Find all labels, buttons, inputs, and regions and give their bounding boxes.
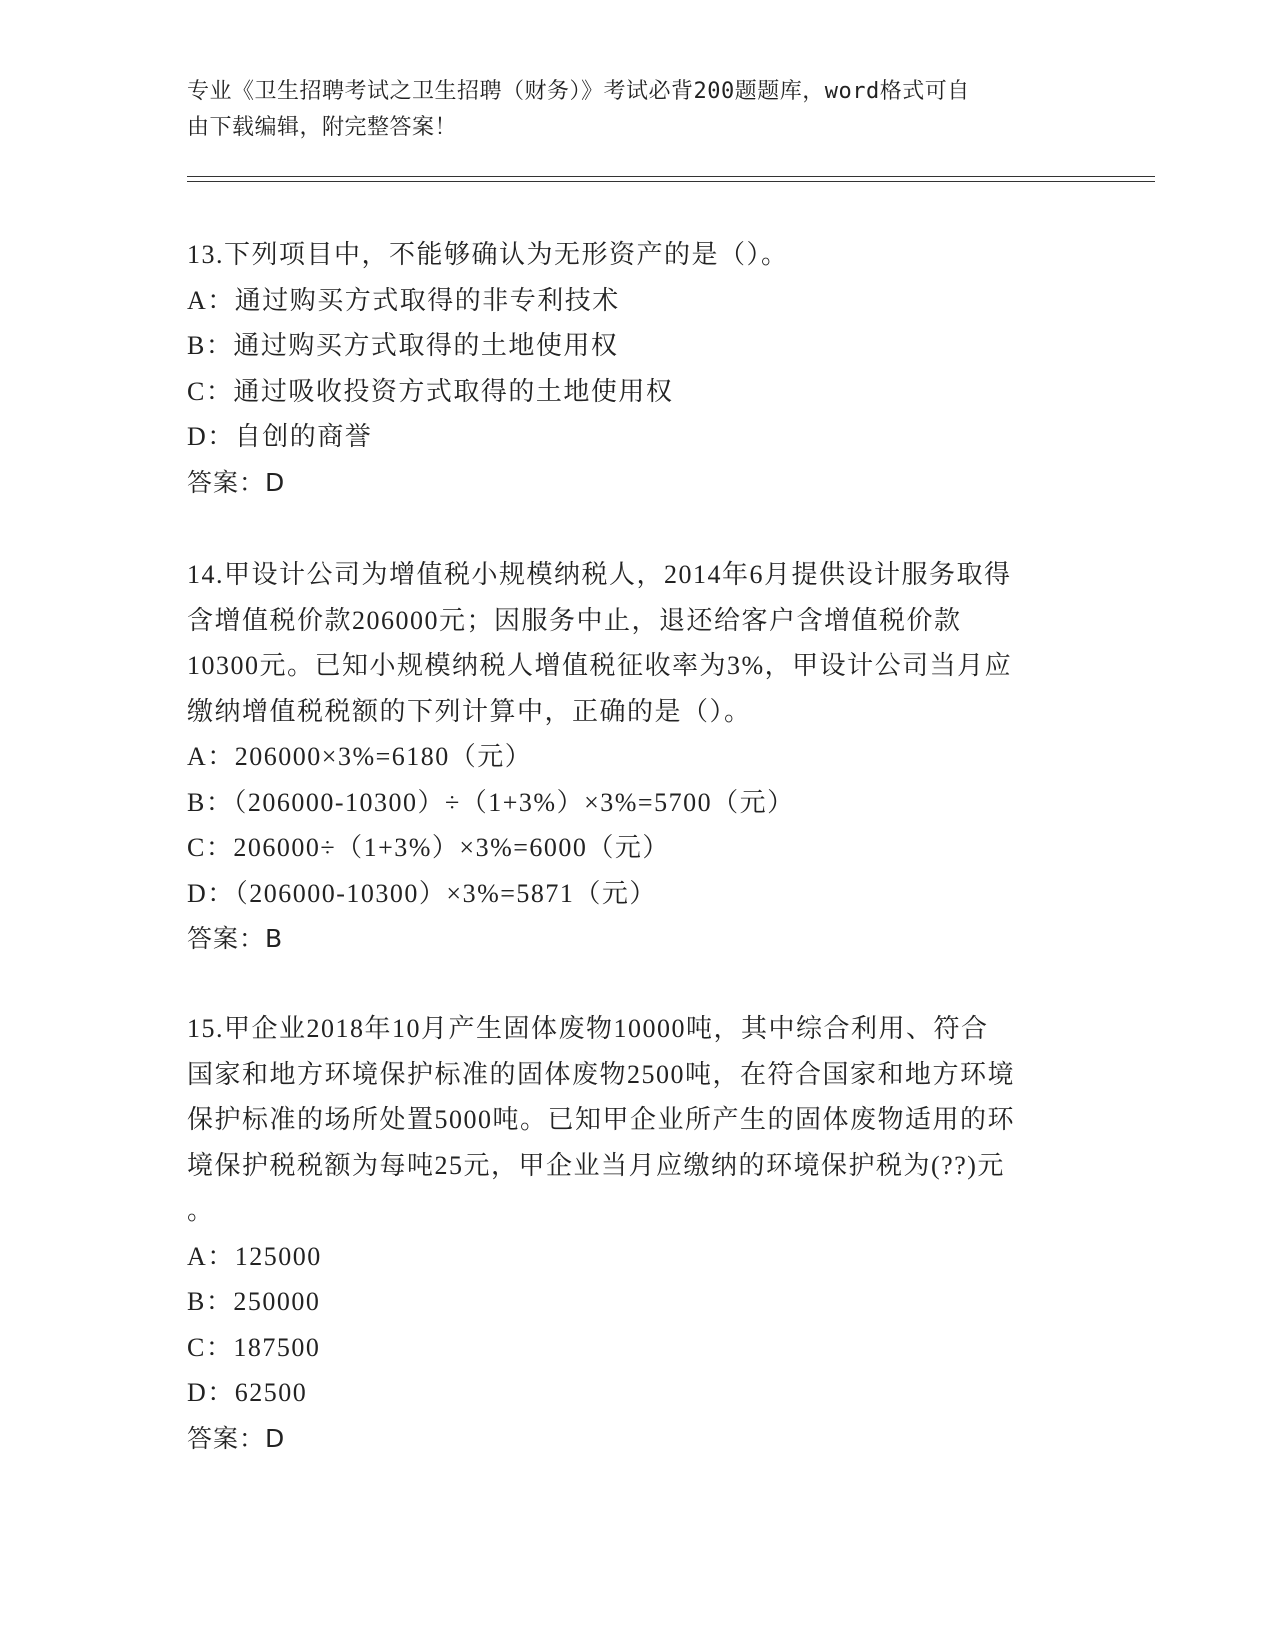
option-b: B：250000 [187, 1287, 321, 1316]
document-header [187, 74, 1087, 146]
option-d: D：（206000-10300）×3%=5871（元） [187, 878, 657, 908]
question-stem-line-2: 含增值税价款206000元；因服务中止，退还给客户含增值税价款 [187, 605, 962, 635]
option-a: A：125000 [187, 1241, 322, 1271]
option-a: A：206000×3%=6180（元） [187, 742, 533, 771]
option-d: D：62500 [187, 1378, 308, 1407]
option-b: B：通过购买方式取得的土地使用权 [187, 331, 619, 360]
question-stem: 13.下列项目中，不能够确认为无形资产的是（）。 [187, 240, 789, 269]
question-stem-line-3: 保护标准的场所处置5000吨。已知甲企业所产生的固体废物适用的环 [187, 1105, 1016, 1134]
answer-label: 答案：D [187, 467, 286, 497]
question-15 [187, 1006, 1087, 1461]
question-stem-line-1: 14.甲设计公司为增值税小规模纳税人，2014年6月提供设计服务取得 [187, 560, 1012, 589]
header-line-2: 由下载编辑，附完整答案！ [187, 115, 458, 140]
question-14 [187, 552, 1087, 962]
question-13 [187, 232, 1087, 505]
question-stem-line-4: 境保护税税额为每吨25元，甲企业当月应缴纳的环境保护税为(??)元 [187, 1150, 1005, 1180]
question-stem-line-3: 10300元。已知小规模纳税人增值税征收率为3%，甲设计公司当月应 [187, 651, 1013, 680]
option-b: B：（206000-10300）÷（1+3%）×3%=5700（元） [187, 787, 795, 817]
header-divider-top [187, 176, 1155, 177]
option-c: C：通过吸收投资方式取得的土地使用权 [187, 376, 674, 406]
header-divider-bottom [187, 181, 1155, 182]
question-stem-line-4: 缴纳增值税税额的下列计算中，正确的是（）。 [187, 696, 752, 726]
option-c: C：206000÷（1+3%）×3%=6000（元） [187, 833, 670, 862]
answer-label: 答案：D [187, 1423, 286, 1453]
option-a: A：通过购买方式取得的非专利技术 [187, 285, 620, 315]
option-c: C：187500 [187, 1332, 321, 1362]
question-stem-line-5: 。 [187, 1196, 215, 1225]
question-stem-line-1: 15.甲企业2018年10月产生固体废物10000吨，其中综合利用、符合 [187, 1014, 989, 1043]
header-line-1: 专业《卫生招聘考试之卫生招聘（财务）》考试必背200题题库，word格式可自 [187, 79, 970, 104]
question-stem-line-2: 国家和地方环境保护标准的固体废物2500吨，在符合国家和地方环境 [187, 1059, 1016, 1089]
option-d: D：自创的商誉 [187, 422, 373, 451]
answer-label: 答案：B [187, 924, 284, 953]
